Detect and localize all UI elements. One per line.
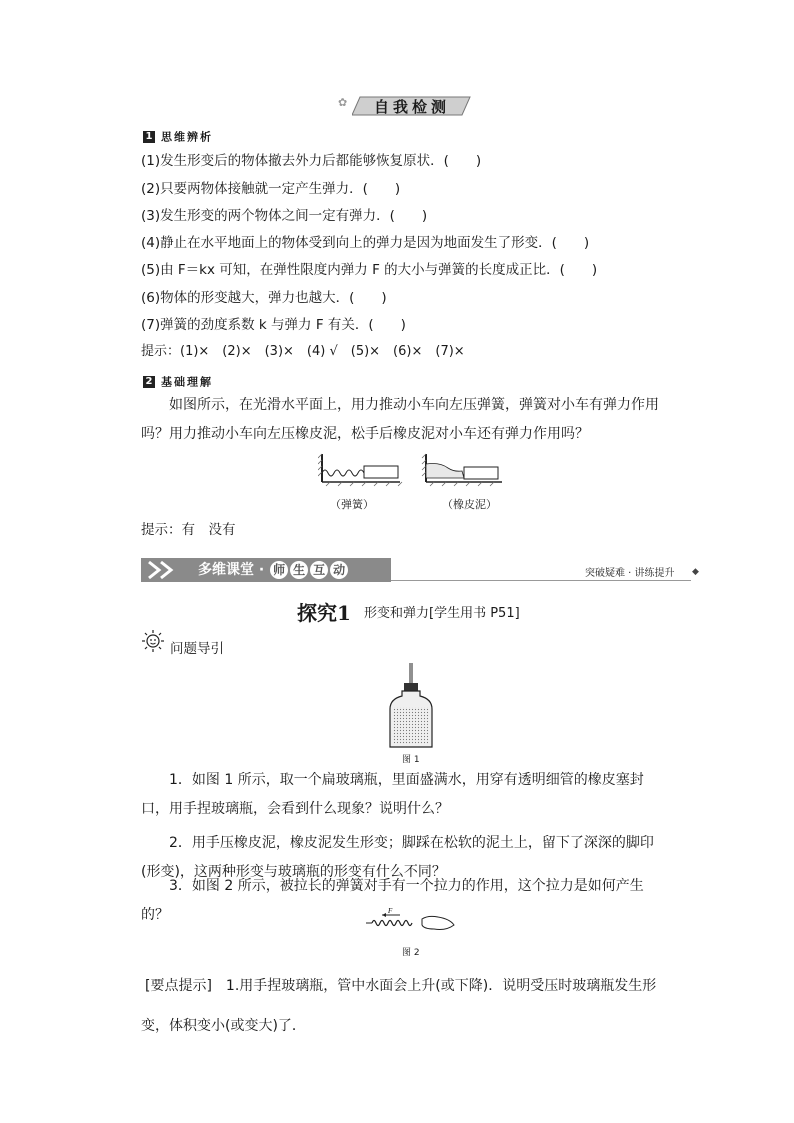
label-spring: （弹簧） <box>330 498 374 511</box>
section1-num: 1 <box>143 131 155 143</box>
flower-icon: ✿ <box>338 96 348 109</box>
sun-icon <box>142 630 164 652</box>
banner-char-4: 动 <box>330 561 348 579</box>
fig2-force-label: F <box>388 907 393 915</box>
fig2-caption: 图 2 <box>402 948 420 958</box>
section2-title: 基础理解 <box>161 375 213 389</box>
banner-char-2: 生 <box>290 561 308 579</box>
check-item-3: (3)发生形变的两个物体之间一定有弹力．( ) <box>141 208 428 224</box>
question-2: 2．用手压橡皮泥，橡皮泥发生形变；脚踩在松软的泥土上，留下了深深的脚印(形变)，这两种形变与玻璃瓶的形变有什么不同？ <box>141 835 654 880</box>
check-item-1: (1)发生形变后的物体撤去外力后都能够恢复原状．( ) <box>141 153 482 169</box>
section1-hint: 提示：(1)× (2)× (3)× (4) √ (5)× (6)× (7)× <box>141 344 465 359</box>
section2-header <box>143 371 213 390</box>
section2-num: 2 <box>143 376 155 388</box>
question-1: 1．如图 1 所示，取一个扁玻璃瓶，里面盛满水，用穿有透明细管的橡皮塞封口，用手捏玻璃瓶，会看到什么现象？说明什么？ <box>141 772 644 817</box>
bottle-figure <box>384 663 436 751</box>
spring-hand-figure <box>366 905 456 933</box>
banner-left: 多维课堂 <box>198 562 254 578</box>
section2-hint: 提示：有 没有 <box>141 522 236 538</box>
banner-title <box>198 560 349 580</box>
check-item-7: (7)弹簧的劲度系数 k 与弹力 F 有关．( ) <box>141 317 406 333</box>
fig1-caption: 图 1 <box>402 755 420 765</box>
section1-header <box>143 126 213 145</box>
label-clay: （橡皮泥） <box>442 498 497 511</box>
check-item-2: (2)只要两物体接触就一定产生弹力．( ) <box>141 181 401 197</box>
section2-question: 如图所示，在光滑水平面上，用力推动小车向左压弹簧，弹簧对小车有弹力作用吗？用力推动小车向左压橡皮泥，松手后橡皮泥对小车还有弹力作用吗？ <box>141 397 659 442</box>
banner-right: 突破疑难 · 讲练提升 <box>585 568 675 579</box>
key-hint-answer: [要点提示] 1.用手捏玻璃瓶，管中水面会上升(或下降)．说明受压时玻璃瓶发生形变，体积变小(或变大)了． <box>141 978 657 1034</box>
diamond-icon: ◆ <box>692 567 699 577</box>
section1-title: 思维辨析 <box>161 130 213 144</box>
inquiry-title: 探究1 <box>297 601 351 625</box>
banner-char-1: 师 <box>270 561 288 579</box>
self-check-heading-box <box>352 95 472 117</box>
question-3: 3．如图 2 所示，被拉长的弹簧对手有一个拉力的作用，这个拉力是如何产生的？ <box>141 878 644 923</box>
self-check-heading: 自我检测 <box>374 98 451 116</box>
check-item-4: (4)静止在水平地面上的物体受到向上的弹力是因为地面发生了形变．( ) <box>141 235 590 251</box>
banner-char-3: 互 <box>310 561 328 579</box>
guide-label: 问题导引 <box>170 641 224 657</box>
check-item-6: (6)物体的形变越大，弹力也越大．( ) <box>141 290 387 306</box>
chevron-icon <box>145 560 185 580</box>
check-item-5: (5)由 F＝kx 可知，在弹性限度内弹力 F 的大小与弹簧的长度成正比．( ) <box>141 262 598 278</box>
banner-dot: · <box>258 562 265 578</box>
banner-rule <box>391 580 691 581</box>
spring-clay-figure <box>318 452 508 492</box>
inquiry-subtitle: 形变和弹力[学生用书 P51] <box>364 606 520 621</box>
